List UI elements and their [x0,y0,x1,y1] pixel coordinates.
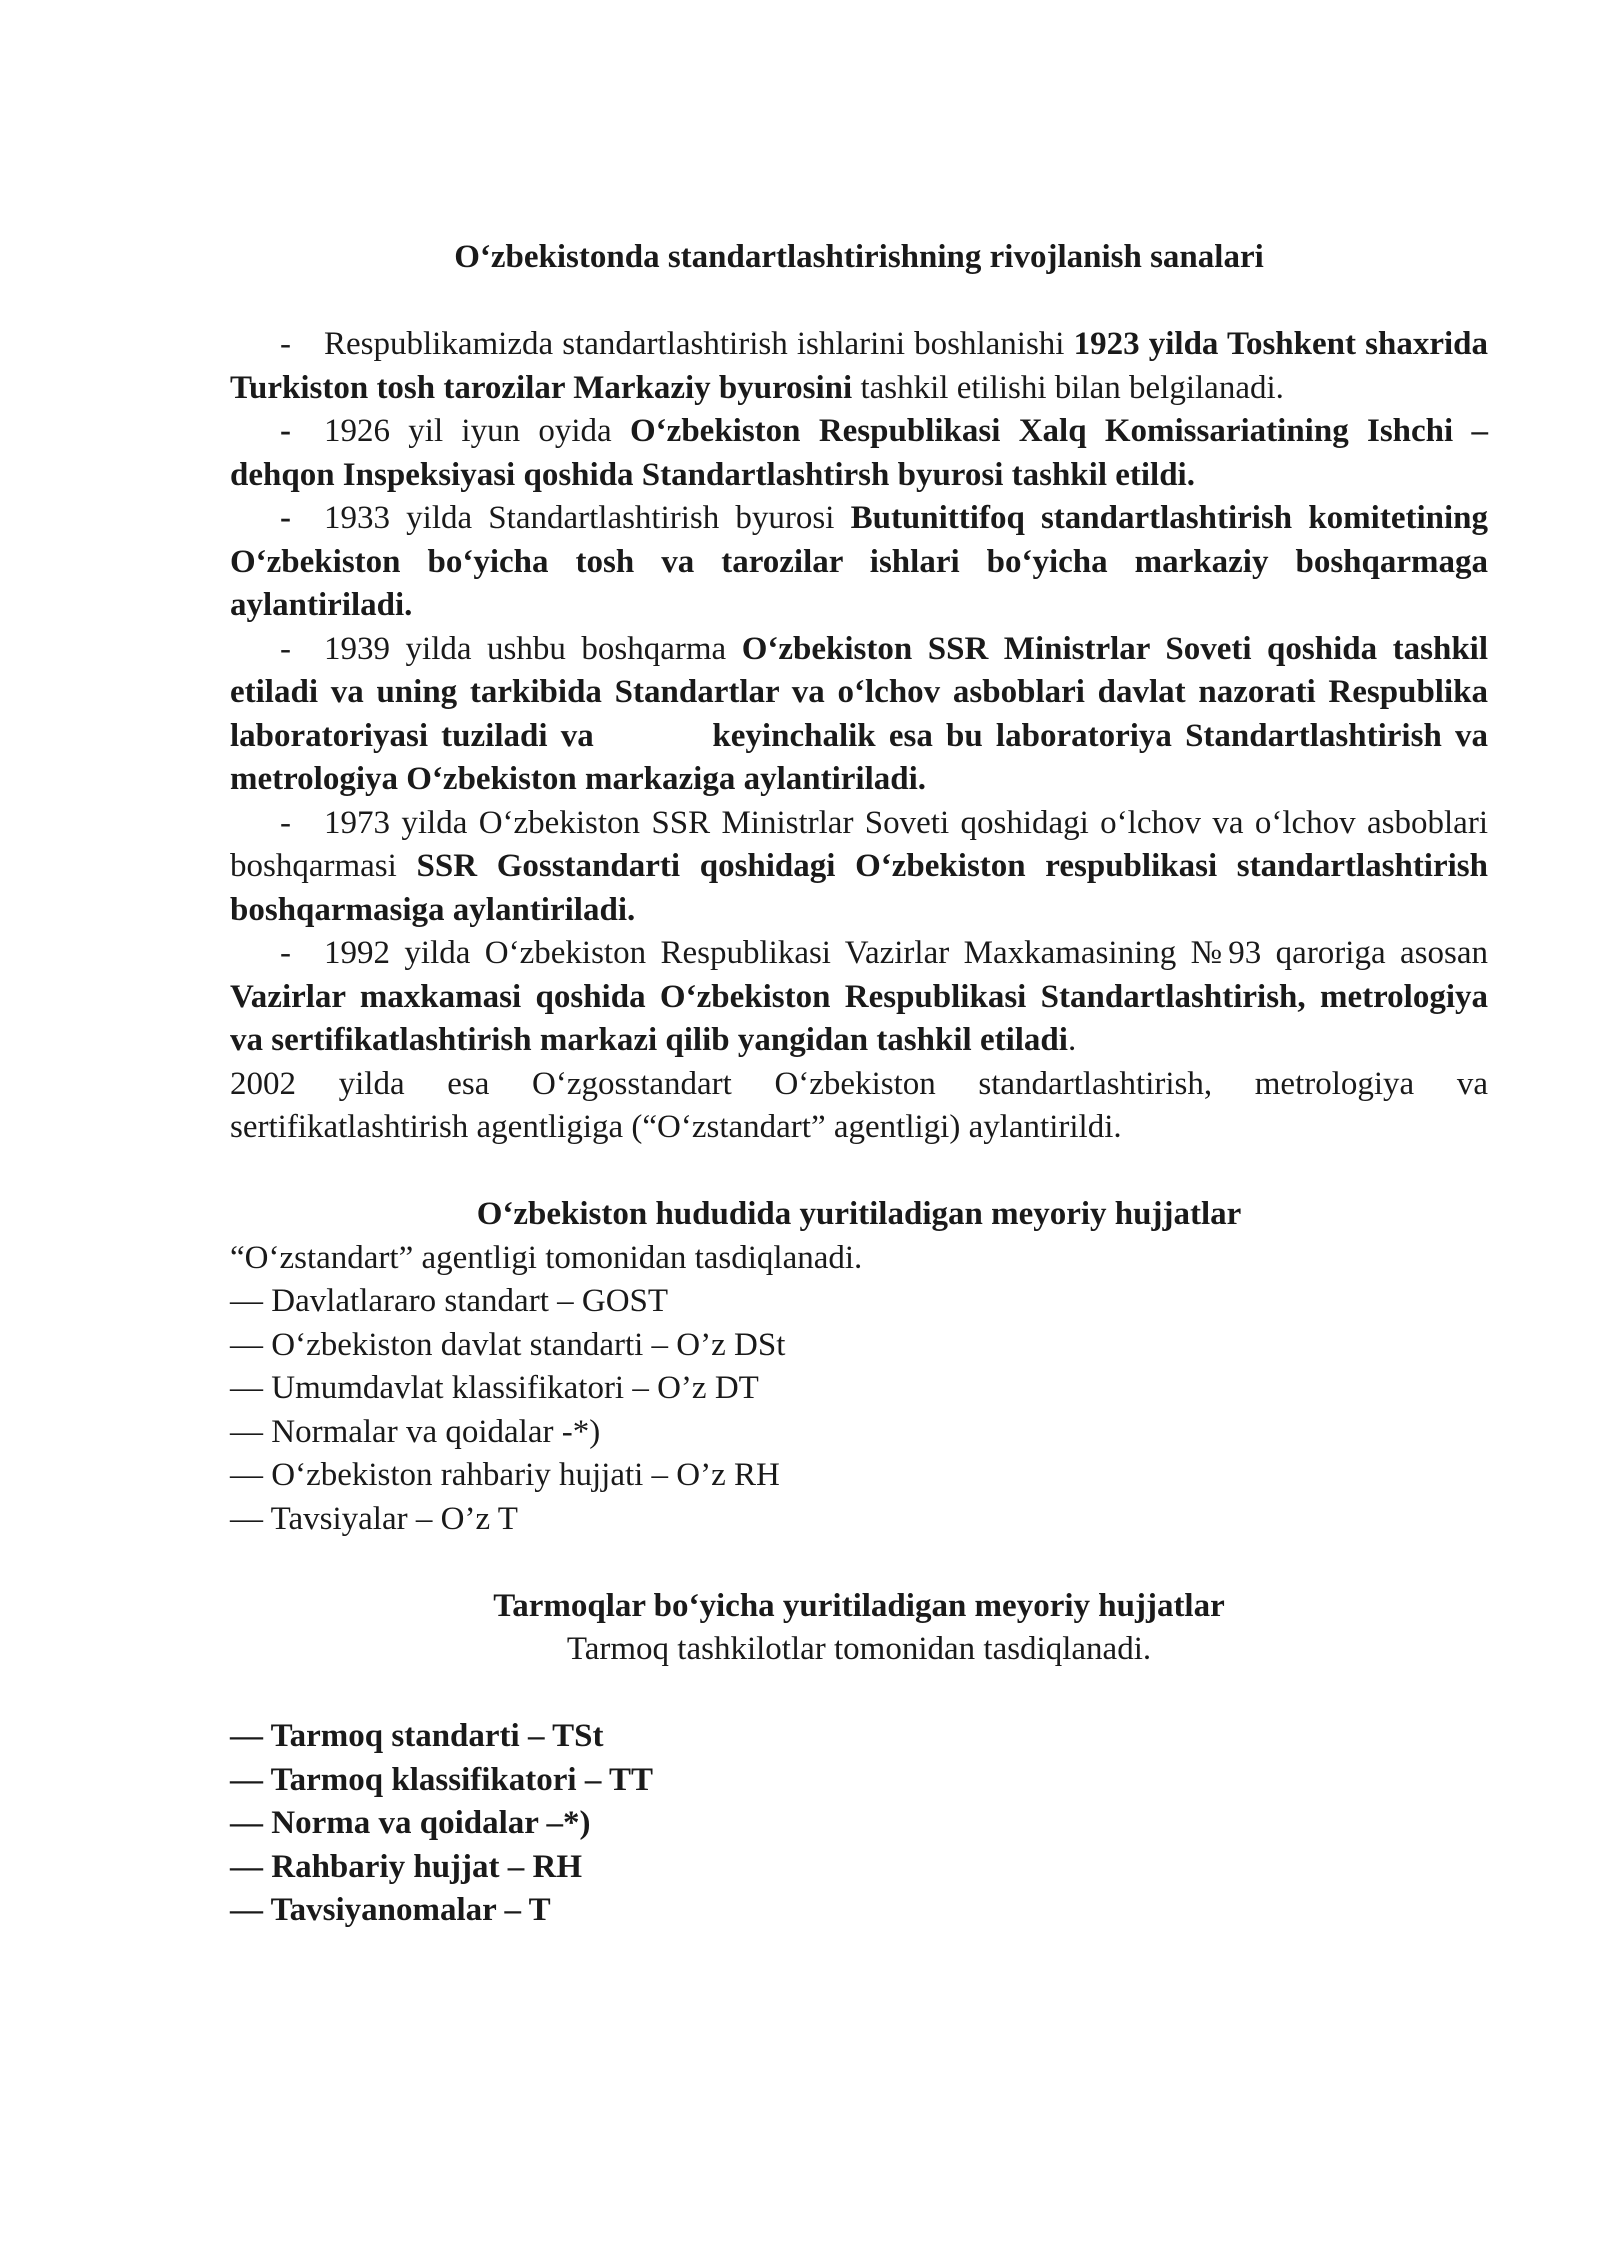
paragraph-text: 1992 yilda O‘zbekiston Respublikasi Vazirlar Maxkamasining №93 qaroriga asosan [324,935,1488,971]
section-title-branch-documents: Tarmoqlar bo‘yicha yuritiladigan meyoriy hujjatlar [493,1587,1225,1624]
paragraph-text: 1926 yil iyun oyida [324,413,631,449]
bullet-dash: - [280,500,291,536]
paragraph-text: Respublikamizda standartlashtirish ishlarini boshlanishi [324,326,1074,362]
bullet-dash: - [280,326,291,362]
paragraph-bold-text: O‘zbekiston Respublikasi Xalq Komissariatining Ishchi – dehqon Inspeksiyasi qoshida Standartlashtirsh byurosi tashkil etildi. [230,413,1489,493]
list-item: — O‘zbekiston davlat standarti – O’z DSt [230,1326,786,1363]
branch-documents-list [230,1715,1488,1933]
paragraph-text: 1973 yilda O‘zbekiston SSR Ministrlar Soveti qoshidagi o‘lchov va o‘lchov asboblari boshqarmasi [230,804,1488,884]
list-item: — Norma va qoidalar –*) [230,1805,591,1841]
paragraph-bold-text: Butunittifoq standartlashtirish komitetining O‘zbekiston bo‘yicha tosh va tarozilar ishlari bo‘yicha markaziy boshqarmaga aylantiriladi. [230,500,1488,623]
document-page [230,236,1497,1933]
paragraph-bold-text: 1923 yilda Toshkent shaxrida Turkiston tosh tarozilar Markaziy byurosini [230,326,1488,406]
bullet-dash: - [280,413,291,449]
list-item: — Tarmoq standarti – TSt [230,1718,604,1754]
paragraph-1923 [230,323,1488,410]
paragraph-bold-text: SSR Gosstandarti qoshidagi O‘zbekiston respublikasi standartlashtirish boshqarmasiga aylantiriladi. [230,848,1488,928]
paragraph-text: 1939 yilda ushbu boshqarma [324,630,742,667]
list-item: — Davlatlararo standart – GOST [230,1283,669,1319]
paragraph-bold-text: Vazirlar maxkamasi qoshida O‘zbekiston Respublikasi Standartlashtirish, metrologiya va sertifikatlashtirish markazi qilib yangidan tashkil etiladi [230,978,1488,1058]
paragraph-1926 [230,410,1488,497]
paragraph-text: . [1067,1022,1077,1058]
list-item: — Normalar va qoidalar -*) [230,1413,601,1450]
spacer [230,280,1488,324]
section-title-dates: O‘zbekistonda standartlashtirishning rivojlanish sanalari [454,239,1264,275]
spacer [230,1150,1488,1194]
list-item: — Tarmoq klassifikatori – TT [230,1761,653,1798]
paragraph-1973 [230,802,1488,933]
list-item: — Tavsiyalar – O’z T [230,1500,518,1537]
paragraph-1939 [230,628,1497,802]
spacer [230,1672,1488,1716]
list-item: — Tavsiyanomalar – T [230,1892,551,1928]
list-item: — Rahbariy hujjat – RH [230,1848,583,1885]
paragraph-text: tashkil etilishi bilan belgilanadi. [852,369,1284,406]
bullet-dash: - [280,804,291,841]
paragraph-text: 1933 yilda Standartlashtirish byurosi [324,500,851,536]
paragraph-bold-text: O‘zbekiston SSR Ministrlar Soveti qoshida tashkil etiladi va uning tarkibida Standartlar va o‘lchov asboblari davlat nazorati Respublika laboratoriyasi tuziladi va keyinchalik esa bu laboratoriya Standartlashtirish va metrologiya O‘zbekiston markaziga aylantiriladi. [230,630,1497,797]
paragraph-1992 [230,932,1488,1063]
spacer [230,1541,1488,1585]
bullet-dash: - [280,935,291,971]
bullet-dash: - [280,630,291,667]
section-subtitle: “O‘zstandart” agentligi tomonidan tasdiqlanadi. [230,1239,863,1276]
section-subtitle: Tarmoq tashkilotlar tomonidan tasdiqlanadi. [566,1631,1152,1667]
section-title-national-documents: O‘zbekiston hududida yuritiladigan meyoriy hujjatlar [476,1196,1242,1232]
paragraph-2002: 2002 yilda esa O‘zgosstandart O‘zbekiston standartlashtirish, metrologiya va sertifikatlashtirish agentligiga (“O‘zstandart” agentligi) aylantirildi. [230,1065,1488,1145]
list-item: — Umumdavlat klassifikatori – O’z DT [230,1370,759,1406]
paragraph-1933 [230,497,1488,628]
list-item: — O‘zbekiston rahbariy hujjati – O’z RH [230,1457,780,1493]
national-documents-list [230,1280,1488,1541]
